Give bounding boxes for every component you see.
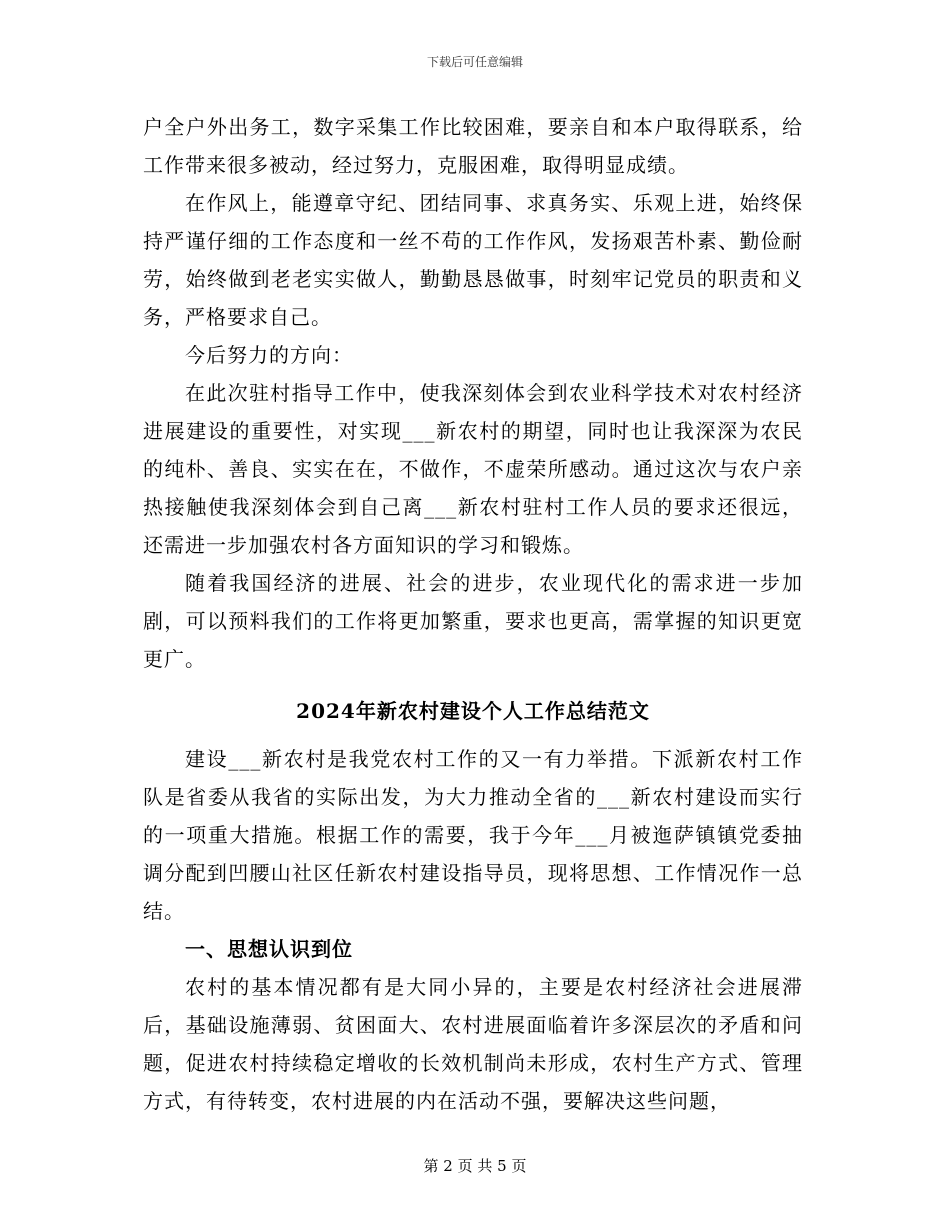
paragraph-intro: 建设___新农村是我党农村工作的又一有力举措。下派新农村工作队是省委从我省的实际出发，为大力推动全省的___新农村建设而实行的一项重大措施。根据工作的需要，我于今年___月被迤萨镇镇党委抽调分配到凹腰山社区任新农村建设指导员，现将思想、工作情况作一总结。 [143,747,803,923]
paragraph-future-direction-1: 在此次驻村指导工作中，使我深刻体会到农业科学技术对农村经济进展建设的重要性，对实现___新农村的期望，同时也让我深深为农民的纯朴、善良、实实在在，不做作，不虚荣所感动。通过这次与农户亲热接触使我深刻体会到自己离___新农村驻村工作人员的要求还很远，还需进一步加强农村各方面知识的学习和锻炼。 [143,381,803,557]
paragraph-section-1: 农村的基本情况都有是大同小异的，主要是农村经济社会进展滞后，基础设施薄弱、贫困面大、农村进展面临着许多深层次的矛盾和问题，促进农村持续稳定增收的长效机制尚未形成，农村生产方式、管理方式，有待转变，农村进展的内在活动不强，要解决这些问题， [143,975,803,1113]
document-title: 2024年新农村建设个人工作总结范文 [296,699,650,723]
paragraph-future-direction-2: 随着我国经济的进展、社会的进步，农业现代化的需求进一步加剧，可以预料我们的工作将更加繁重，要求也更高，需掌握的知识更宽更广。 [143,571,803,671]
page-header-note: 下载后可任意编辑 [426,55,523,69]
paragraph-continuation: 户全户外出务工，数字采集工作比较困难，要亲自和本户取得联系，给工作带来很多被动，经过努力，克服困难，取得明显成绩。 [143,115,803,177]
page-number: 第 2 页 共 5 页 [423,1157,527,1175]
paragraph-work-style: 在作风上，能遵章守纪、团结同事、求真务实、乐观上进，始终保持严谨仔细的工作态度和一丝不苟的工作作风，发扬艰苦朴素、勤俭耐劳，始终做到老老实实做人，勤勤恳恳做事，时刻牢记党员的职责和义务，严格要求自己。 [143,191,803,329]
section-heading-1: 一、思想认识到位 [185,937,353,961]
paragraph-future-direction-heading: 今后努力的方向： [185,343,353,367]
document-body [143,108,803,1120]
